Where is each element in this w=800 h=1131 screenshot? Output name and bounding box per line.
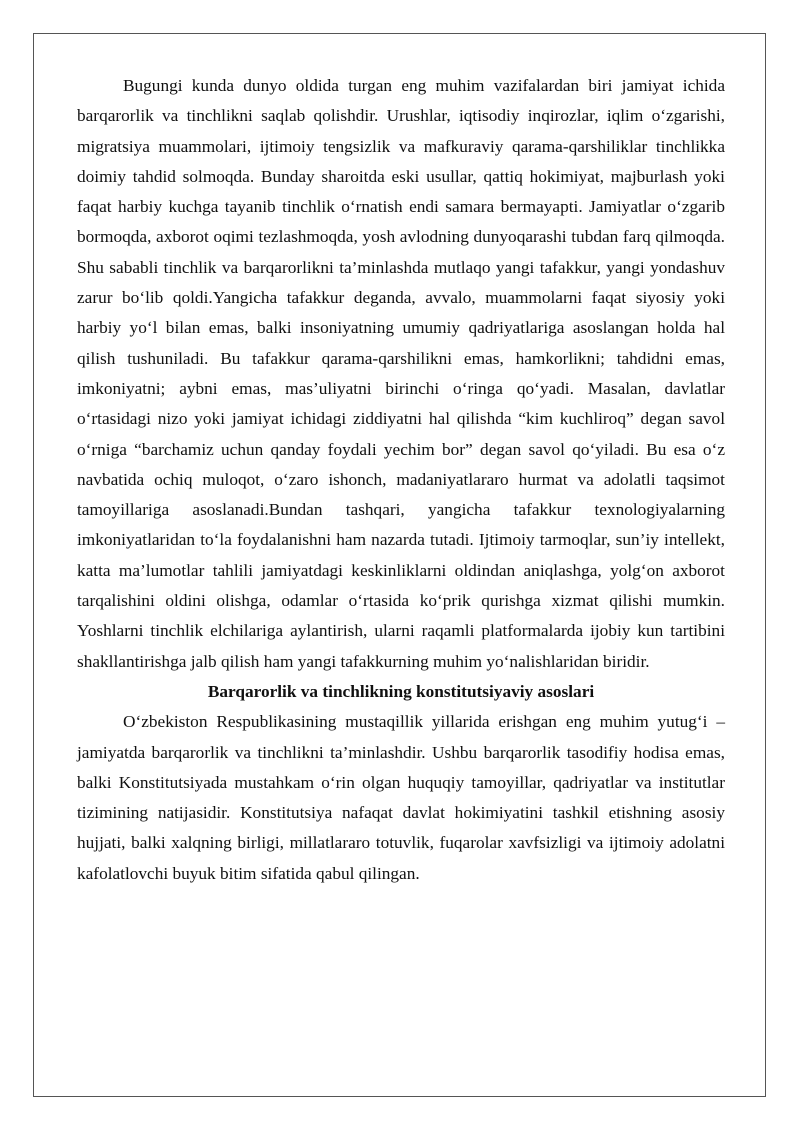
document-body [77,71,725,889]
section-heading: Barqarorlik va tinchlikning konstitutsiyaviy asoslari [207,681,595,701]
section-paragraph: O‘zbekiston Respublikasining mustaqillik yillarida erishgan eng muhim yutug‘i – jamiyatda barqarorlik va tinchlikni ta’minlashdir. Ushbu barqarorlik tasodifiy hodisa emas, balki Konstitutsiyada mustahkam o‘rin olgan huquqiy tamoyillar, qadriyatlar va institutlar tizimining natijasidir. Konstitutsiya nafaqat davlat hokimiyatini tashkil etishning asosiy hujjati, balki xalqning birligi, millatlararo totuvlik, fuqarolar xavfsizligi va ijtimoiy adolatni kafolatlovchi buyuk bitim sifatida qabul qilingan. [77,712,725,883]
intro-paragraph: Bugungi kunda dunyo oldida turgan eng muhim vazifalardan biri jamiyat ichida barqarorlik va tinchlikni saqlab qolishdir. Urushlar, iqtisodiy inqirozlar, iqlim o‘zgarishi, migratsiya muammolari, ijtimoiy tengsizlik va mafkuraviy qarama-qarshiliklar tinchlikka doimiy tahdid solmoqda. Bunday sharoitda eski usullar, qattiq hokimiyat, majburlash yoki faqat harbiy kuchga tayanib tinchlik o‘rnatish endi samara bermayapti. Jamiyatlar o‘zgarib bormoqda, axborot oqimi tezlashmoqda, yosh avlodning dunyoqarashi tubdan farq qilmoqda. Shu sababli tinchlik va barqarorlikni ta’minlashda mutlaqo yangi tafakkur, yangi yondashuv zarur bo‘lib qoldi.Yangicha tafakkur deganda, avvalo, muammolarni faqat siyosiy yoki harbiy yo‘l bilan emas, balki insoniyatning umumiy qadriyatlariga asoslangan holda hal qilish tushuniladi. Bu tafakkur qarama-qarshilikni emas, hamkorlikni; tahdidni emas, imkoniyatni; aybni emas, mas’uliyatni birinchi o‘ringa qo‘yadi. Masalan, davlatlar o‘rtasidagi nizo yoki jamiyat ichidagi ziddiyatni hal qilishda “kim kuchliroq” degan savol o‘rniga “barchamiz uchun qanday foydali yechim bor” degan savol qo‘yiladi. Bu esa o‘z navbatida ochiq muloqot, o‘zaro ishonch, madaniyatlararo hurmat va adolatli taqsimot tamoyillariga asoslanadi.Bundan tashqari, yangicha tafakkur texnologiyalarning imkoniyatlaridan to‘la foydalanishni ham nazarda tutadi. Ijtimoiy tarmoqlar, sun’iy intellekt, katta ma’lumotlar tahlili jamiyatdagi keskinliklarni oldindan aniqlashga, yolg‘on axborot tarqalishini oldini olishga, odamlar o‘rtasida ko‘prik qurishga xizmat qilishi mumkin. Yoshlarni tinchlik elchilariga aylantirish, ularni raqamli platformalarda ijobiy kun tartibini shakllantirishga jalb qilish ham yangi tafakkurning muhim yo‘nalishlaridan biridir. [77,76,725,671]
